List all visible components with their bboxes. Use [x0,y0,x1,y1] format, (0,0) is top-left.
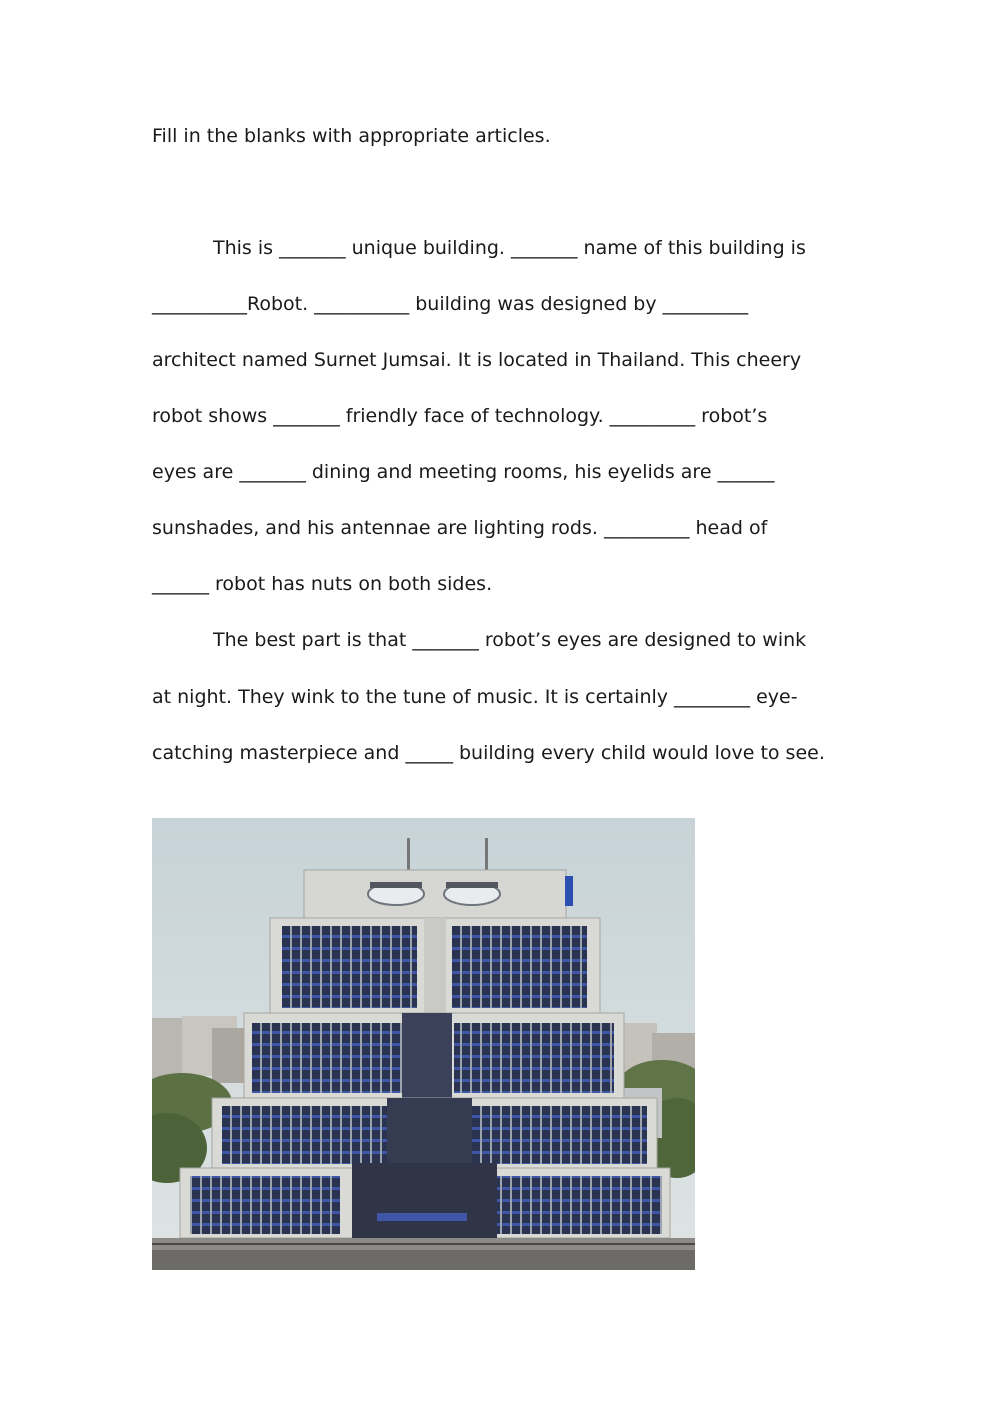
passage-line: catching masterpiece and _____ building every child would love to see. [152,742,825,764]
passage-line: sunshades, and his antennae are lighting rods. _________ head of [152,517,768,539]
robot-building-illustration [152,818,695,1270]
passage-line: architect named Surnet Jumsai. It is located in Thailand. This cheery [152,349,802,371]
passage-line: at night. They wink to the tune of music. It is certainly ________ eye- [152,686,798,708]
passage-line: eyes are _______ dining and meeting rooms, his eyelids are ______ [152,461,775,483]
passage-line: __________Robot. __________ building was designed by _________ [152,293,749,315]
passage-line: This is _______ unique building. _______ name of this building is [213,237,806,259]
instruction-text: Fill in the blanks with appropriate articles. [152,125,551,147]
passage-line: robot shows _______ friendly face of technology. _________ robot’s [152,405,768,427]
robot-building-photo [152,818,695,1270]
passage-line: The best part is that _______ robot’s eyes are designed to wink [213,629,807,651]
passage-line: ______ robot has nuts on both sides. [152,573,493,595]
